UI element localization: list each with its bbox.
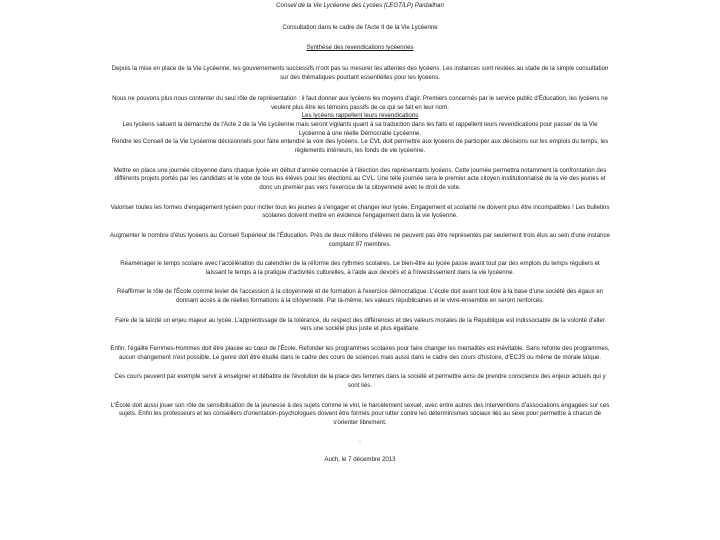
document-page	[110, 2, 610, 465]
intro-paragraph-1: Depuis la mise en place de la Vie Lycéenne, les gouvernements successifs n'ont pas su mesurer les attentes des lycéens. Les instances sont restées au stade de la simple consultation sur des thématiques pourtant essentielles pour les lycéens.	[111, 64, 609, 81]
demand-paragraph: Faire de la laïcité un enjeu majeur au lycée. L'apprentissage de la tolérance, du respect des différences et des valeurs morales de la République est indissociable de la volonté d'aller vers une société plus juste et plus égalitaire.	[115, 316, 605, 333]
section-title: Synthèse des revendications lycéennes	[306, 44, 414, 52]
demand-paragraph: Rendre les Conseil de la Vie Lycéenne décisionnels pour faire entendre la voix des lycéens. Le CVL doit permettre aux lycéens de participer aux décisions sur les emplois du temps, les règlements intérieurs, les fonds de vie lycéenne.	[111, 138, 609, 155]
demand-paragraph: Enfin, l'égalité Femmes-Hommes doit être placée au cœur de l'École. Refonder les programmes scolaires pour faire changer les mentalités est inévitable. Sans refonte des programmes, aucun changement n'est possible. Le genre doit être étudié dans le cadre des cours de sciences mais aussi dans le cadre des cours d'histoire, d'ECJS ou même de morale laïque.	[110, 345, 610, 361]
demand-paragraph: L'École doit aussi jouer son rôle de sensibilisation de la jeunesse à des sujets comme le viol, le harcèlement sexuel, avec entre autres des interventions d'associations engagées sur ces sujets. Enfin les professeurs et les conseillers d'orientation-psychologues doivent être formés pour lutter contre les déterminismes sociaux liés au sexe pour permettre à chacun de s'orienter librement.	[110, 401, 610, 426]
signature-line: Auch, le 7 décembre 2013	[324, 456, 396, 464]
demand-paragraph: Réaménager le temps scolaire avec l'accélération du calendrier de la réforme des rythmes scolaires. Le bien-être au lycée passe avant tout par des emplois du temps réguliers et laissant le temps à la pratique d'activités culturelles, à l'aide aux devoirs et à l'investissement dans la vie lycéenne.	[120, 260, 600, 276]
demand-paragraph: Réaffirmer le rôle de l'École comme levier de l'accession à la citoyenneté et de formation à l'exercice démocratique. L'école doit avant tout être à la base d'une société des égaux en donnant accès à de réelles formations à la citoyenneté. Par là-même, les valeurs républicaines et le vivre-ensemble en seront renforcés.	[116, 288, 604, 305]
demand-paragraph: Valoriser toutes les formes d'engagement lycéen pour inciter tous les jeunes à s'engager et changer leur lycée. Engagement et scolarité ne doivent plus être incompatibles ! Les bulletins scolaires doivent mettre en évidence l'engagement dans la vie lycéenne.	[110, 203, 610, 220]
demand-paragraph: Augmenter le nombre d'élus lycéens au Conseil Supérieur de l'Éducation. Près de deux millions d'élèves ne peuvent pas être représentés par seulement trois élus au sein d'une instance comptant 97 membres.	[110, 231, 610, 248]
document-subheader: Consultation dans le cadre de l'Acte II de la Vie Lycéenne	[282, 23, 438, 31]
separator-dot: .	[359, 436, 361, 444]
demand-paragraph: Mettre en place une journée citoyenne dans chaque lycée en début d'année consacrée à l'élection des représentants lycéens. Cette journée permettra notamment la confrontation des différents projets portés par les candidats et le vote de tous les élèves pour les élections au CVL. Une telle journée sera le premier acte citoyen institutionnalisé de la vie des jeunes et donc un premier pas vers l'exercice de la citoyenneté avec le droit de vote.	[113, 166, 607, 191]
document-header: Conseil de la Vie Lycéenne des Lycées (LEGT/LP) Pardailhan	[276, 2, 444, 9]
intro-paragraph-2: Nous ne pouvons plus nous contenter du seul rôle de représentation : il faut donner aux lycéens les moyens d'agir. Premiers concernés par le service public d'Éducation, les lycéens ne veulent plus être les témoins passifs de ce qui se fait en leur nom.	[112, 95, 608, 111]
demand-paragraph: Ces cours peuvent par exemple servir à enseigner et débattre de l'évolution de la place des femmes dans la société et permettre ainsi de prendre conscience des enjeux actuels qui y sont liés.	[114, 373, 606, 389]
demand-paragraph: Les lycéens saluent la démarche de l'Acte 2 de la Vie Lycéenne mais seront vigilants quant à sa traduction dans les faits et rappellent leurs revendications pour passer de la Vie Lycéenne à une réelle Démocratie Lycéenne.	[122, 121, 598, 137]
demands-title: Les lycéens rappellent leurs revendications	[301, 112, 419, 120]
